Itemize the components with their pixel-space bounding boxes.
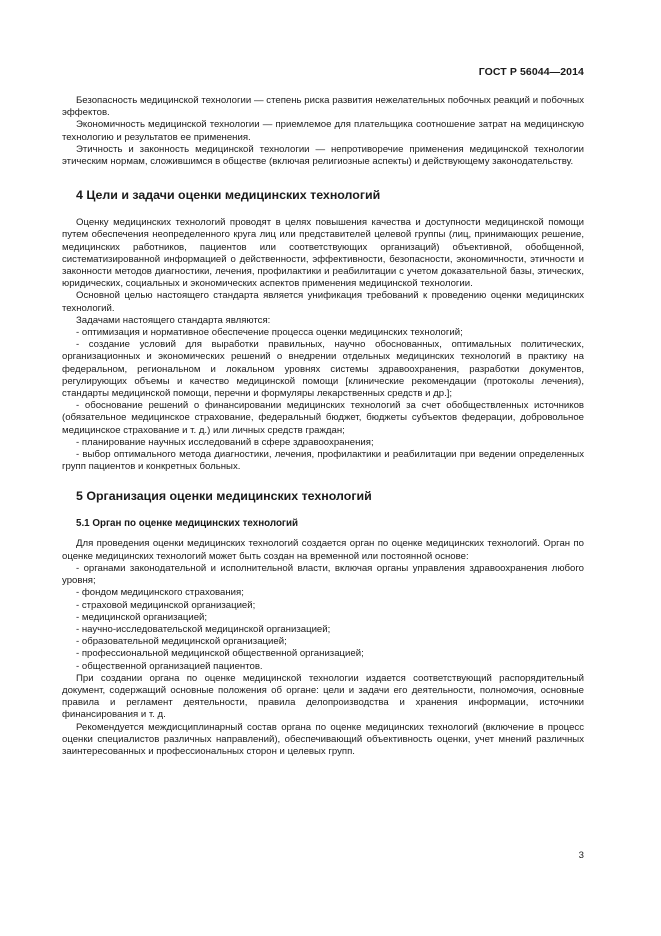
list-item: - органами законодательной и исполнительной власти, включая органы управления здравоохранения любого уровня; (62, 562, 584, 587)
section-4-paragraph: Задачами настоящего стандарта являются: (76, 314, 271, 326)
section-4-heading: 4 Цели и задачи оценки медицинских технологий (76, 188, 381, 203)
list-item: - научно-исследовательской медицинской организацией; (76, 623, 331, 635)
list-item: - планирование научных исследований в сфере здравоохранения; (76, 436, 374, 448)
section-5-paragraph: При создании органа по оценке медицинской технологии издается соответствующий распорядительный документ, содержащий основные положения об органе: цели и задачи его деятельности, полномочия, основные правила и регламент деятельности, правила делопроизводства и хранения информации, источники финансирования и т. д. (62, 672, 584, 721)
section-5-paragraph: Для проведения оценки медицинских технологий создается орган по оценке медицинских технологий. Орган по оценке медицинских технологий может быть создан на временной или постоянной основе: (62, 538, 584, 562)
list-item: - образовательной медицинской организацией; (76, 636, 287, 648)
paragraph-ethics: Этичность и законность медицинской технологии — непротиворечие применения медицинской технологии этическим нормам, сложившимся в обществе (включая религиозные аспекты) и действующему законодательству. (62, 143, 584, 168)
section-4-paragraph: Оценку медицинских технологий проводят в целях повышения качества и доступности медицинской помощи путем обеспечения неопределенного круга лиц или представителей целевой группы (лиц, принимающих решение, медицинских работников, пациентов или соответствующих организаций) объективной, обобщенной, систематизированной информацией о действенности, эффективности, безопасности, экономичности, этичности и законности методов диагностики, лечения, профилактики и реабилитации с учетом доказательной базы, этических, юридических, социальных и экономических аспектов применения медицинской технологии. (62, 217, 584, 290)
list-item: - медицинской организацией; (76, 611, 208, 623)
paragraph-safety: Безопасность медицинской технологии — степень риска развития нежелательных побочных реакций и побочных эффектов. (62, 95, 584, 119)
list-item: - оптимизация и нормативное обеспечение процесса оценки медицинских технологий; (76, 327, 463, 339)
list-item: - обоснование решений о финансировании медицинских технологий за счет обобществленных источников (обязательное медицинское страхование, федеральный бюджет, бюджеты субъектов федерации, добровольное медицинское страхование и т. д.) или личных средств граждан; (62, 400, 584, 436)
list-item: - фондом медицинского страхования; (76, 587, 244, 599)
list-item: - профессиональной медицинской общественной организацией; (76, 648, 364, 660)
section-5-heading: 5 Организация оценки медицинских технологий (76, 489, 372, 504)
list-item: - создание условий для выработки правильных, научно обоснованных, оптимальных политических, организационных и экономических решений о внедрении отдельных медицинских технологий в практику на федеральном, региональном и локальном уровнях системы здравоохранения, разработки документов, регулирующих объемы и качество медицинской помощи [клинические рекомендации (протоколы лечения), стандарты медицинской помощи, перечни и формуляры лекарственных средств и др.]; (62, 339, 584, 400)
document-header: ГОСТ Р 56044—2014 (478, 66, 584, 78)
section-5-paragraph: Рекомендуется междисциплинарный состав органа по оценке медицинских технологий (включение в процесс оценки специалистов различных направлений), обеспечивающий объективность оценки, учет мнений различных заинтересованных и профессиональных сторон и целевых групп. (62, 721, 584, 757)
page-content (62, 95, 584, 758)
subsection-5-1-heading: 5.1 Орган по оценке медицинских технологий (76, 518, 299, 530)
paragraph-economy: Экономичность медицинской технологии — приемлемое для плательщика соотношение затрат на медицинскую технологию и результатов ее применения. (62, 119, 584, 143)
list-item: - общественной организацией пациентов. (76, 660, 263, 672)
section-4-paragraph: Основной целью настоящего стандарта является унификация требований к проведению оценки медицинских технологий. (62, 290, 584, 314)
page-number: 3 (578, 850, 584, 861)
list-item: - страховой медицинской организацией; (76, 599, 256, 611)
list-item: - выбор оптимального метода диагностики, лечения, профилактики и реабилитации при ведении определенных групп пациентов и конкретных больных. (62, 449, 584, 473)
